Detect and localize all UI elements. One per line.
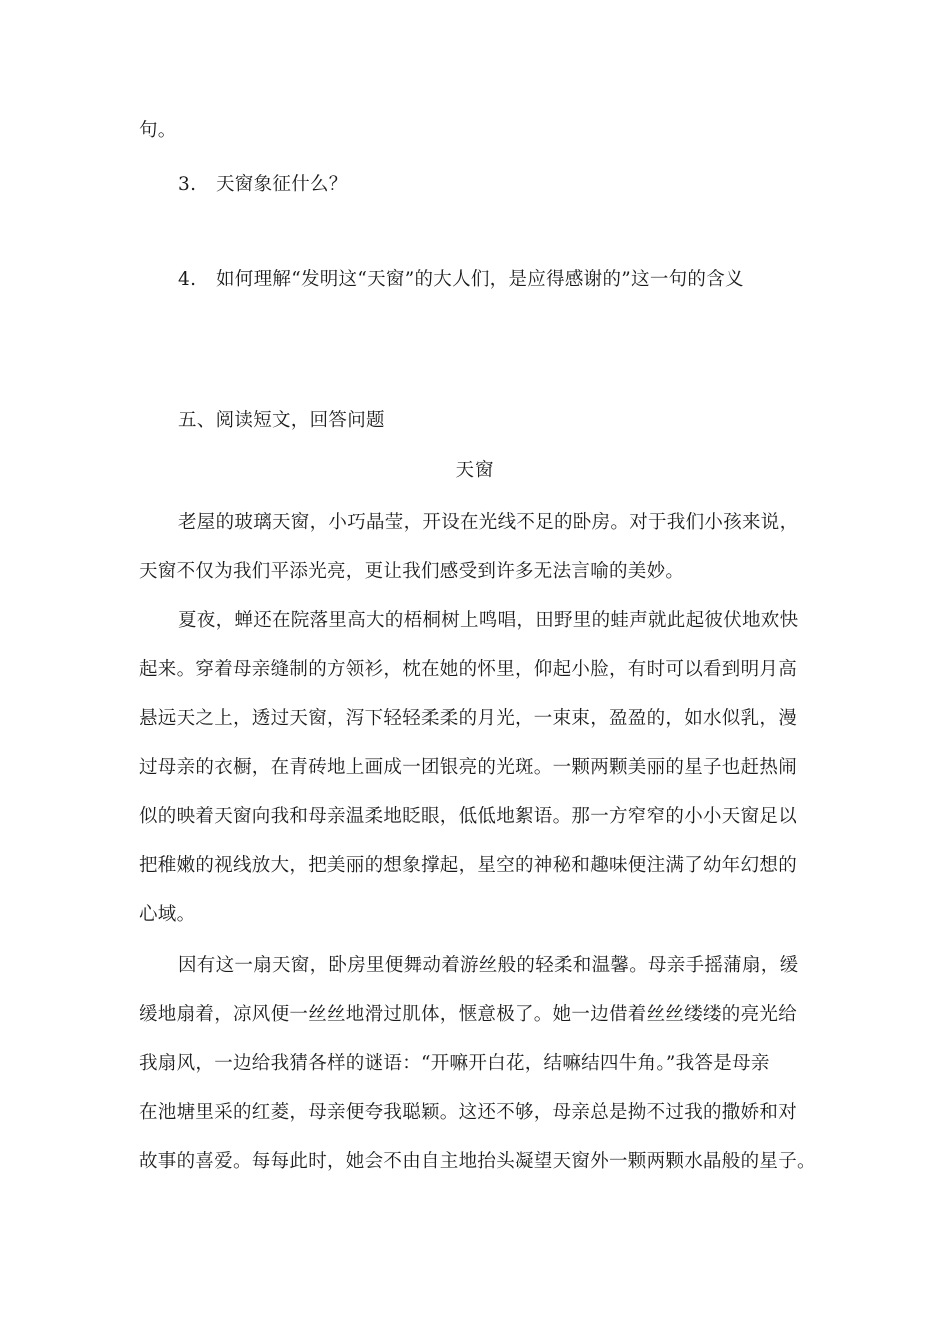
section-heading: 五、阅读短文，回答问题 xyxy=(178,410,385,431)
article-line: 我扇风，一边给我猜各样的谜语：“开嘛开白花，结嘛结四牛角。”我答是母亲 xyxy=(139,1053,770,1074)
article-line: 心域。 xyxy=(139,904,196,925)
continuation-text: 句。 xyxy=(139,120,177,141)
article-line: 故事的喜爱。每每此时，她会不由自主地抬头凝望天窗外一颗两颗水晶般的星子。 xyxy=(139,1151,816,1172)
question-4 xyxy=(178,267,878,293)
article-line: 把稚嫩的视线放大，把美丽的想象撑起，星空的神秘和趣味便注满了幼年幻想的 xyxy=(139,855,798,876)
article-line: 缓地扇着，凉风便一丝丝地滑过肌体，惬意极了。她一边借着丝丝缕缕的亮光给 xyxy=(139,1004,798,1025)
question-number: 4. xyxy=(178,269,197,290)
article-line: 因有这一扇天窗，卧房里便舞动着游丝般的轻柔和温馨。母亲手摇蒲扇，缓 xyxy=(178,955,799,976)
article-title: 天窗 xyxy=(455,460,495,481)
question-number: 3. xyxy=(178,174,197,195)
article-line: 天窗不仅为我们平添光亮，更让我们感受到许多无法言喻的美妙。 xyxy=(139,561,685,582)
article-line: 老屋的玻璃天窗，小巧晶莹，开设在光线不足的卧房。对于我们小孩来说， xyxy=(178,512,799,533)
question-text: 天窗象征什么？ xyxy=(216,174,348,195)
article-line: 夏夜，蝉还在院落里高大的梧桐树上鸣唱，田野里的蛙声就此起彼伏地欢快 xyxy=(178,610,799,631)
article-line: 在池塘里采的红菱，母亲便夸我聪颖。这还不够，母亲总是拗不过我的撒娇和对 xyxy=(139,1102,798,1123)
question-text: 如何理解“发明这“天窗”的大人们，是应得感谢的”这一句的含义 xyxy=(216,269,744,290)
article-line: 起来。穿着母亲缝制的方领衫，枕在她的怀里，仰起小脸，有时可以看到明月高 xyxy=(139,659,798,680)
article-line: 过母亲的衣橱，在青砖地上画成一团银亮的光斑。一颗两颗美丽的星子也赶热闹 xyxy=(139,757,798,778)
article-line: 似的映着天窗向我和母亲温柔地眨眼，低低地絮语。那一方窄窄的小小天窗足以 xyxy=(139,806,798,827)
question-3 xyxy=(178,172,878,198)
article-line: 悬远天之上，透过天窗，泻下轻轻柔柔的月光，一束束，盈盈的，如水似乳，漫 xyxy=(139,708,798,729)
